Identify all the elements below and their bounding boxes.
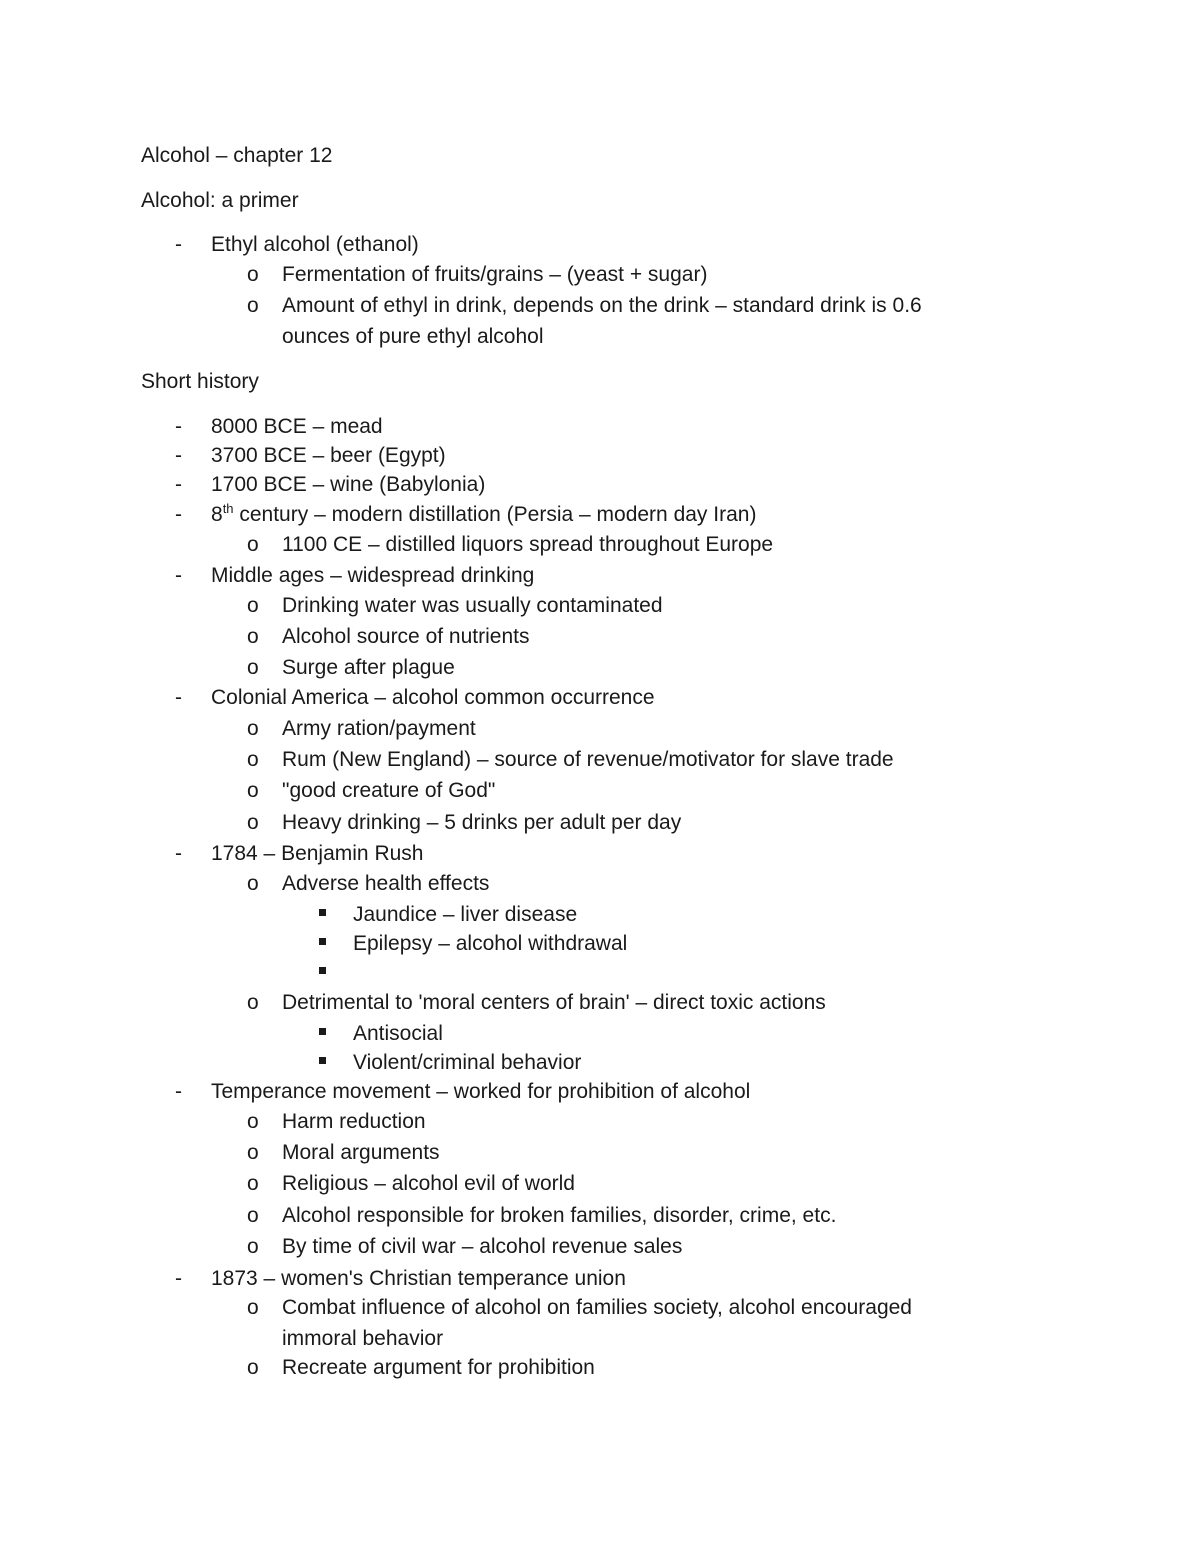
square-bullet bbox=[319, 1057, 326, 1064]
list-item: 1784 – Benjamin Rush bbox=[211, 842, 424, 865]
circle-marker: o bbox=[247, 1235, 259, 1258]
square-bullet bbox=[319, 1028, 326, 1035]
circle-marker: o bbox=[247, 872, 259, 895]
list-item: Epilepsy – alcohol withdrawal bbox=[353, 932, 628, 955]
list-item: Colonial America – alcohol common occurrence bbox=[211, 686, 655, 709]
square-bullet bbox=[319, 967, 326, 974]
superscript: th bbox=[222, 501, 234, 516]
list-item: Army ration/payment bbox=[282, 717, 476, 740]
list-item: Alcohol source of nutrients bbox=[282, 625, 530, 648]
list-item: 1100 CE – distilled liquors spread throughout Europe bbox=[282, 533, 774, 556]
list-item: Moral arguments bbox=[282, 1141, 440, 1164]
dash-marker: - bbox=[175, 473, 182, 496]
circle-marker: o bbox=[247, 811, 259, 834]
circle-marker: o bbox=[247, 1172, 259, 1195]
section-heading-history: Short history bbox=[141, 370, 259, 393]
list-item: Heavy drinking – 5 drinks per adult per day bbox=[282, 811, 682, 834]
circle-marker: o bbox=[247, 1141, 259, 1164]
list-item: Detrimental to 'moral centers of brain' – direct toxic actions bbox=[282, 991, 826, 1014]
list-item: Recreate argument for prohibition bbox=[282, 1356, 595, 1379]
list-item: 8th century – modern distillation (Persia – modern day Iran) bbox=[211, 501, 757, 526]
list-item: By time of civil war – alcohol revenue sales bbox=[282, 1235, 683, 1258]
dash-marker: - bbox=[175, 1267, 182, 1290]
list-item: Amount of ethyl in drink, depends on the drink – standard drink is 0.6 bbox=[282, 294, 922, 317]
circle-marker: o bbox=[247, 294, 259, 317]
list-item: 1873 – women's Christian temperance union bbox=[211, 1267, 626, 1290]
list-item: Fermentation of fruits/grains – (yeast + sugar) bbox=[282, 263, 708, 286]
circle-marker: o bbox=[247, 263, 259, 286]
circle-marker: o bbox=[247, 1204, 259, 1227]
circle-marker: o bbox=[247, 625, 259, 648]
list-item: 8000 BCE – mead bbox=[211, 415, 383, 438]
circle-marker: o bbox=[247, 533, 259, 556]
dash-marker: - bbox=[175, 415, 182, 438]
list-item: Violent/criminal behavior bbox=[353, 1051, 582, 1074]
circle-marker: o bbox=[247, 1296, 259, 1319]
list-item: Adverse health effects bbox=[282, 872, 490, 895]
dash-marker: - bbox=[175, 1080, 182, 1103]
dash-marker: - bbox=[175, 842, 182, 865]
square-bullet bbox=[319, 938, 326, 945]
list-item: Antisocial bbox=[353, 1022, 443, 1045]
list-item: Jaundice – liver disease bbox=[353, 903, 578, 926]
circle-marker: o bbox=[247, 594, 259, 617]
list-item: Ethyl alcohol (ethanol) bbox=[211, 233, 419, 256]
list-item: Alcohol responsible for broken families, disorder, crime, etc. bbox=[282, 1204, 837, 1227]
list-item: Religious – alcohol evil of world bbox=[282, 1172, 575, 1195]
circle-marker: o bbox=[247, 1110, 259, 1133]
dash-marker: - bbox=[175, 444, 182, 467]
list-item-continuation: immoral behavior bbox=[282, 1327, 444, 1350]
page-title: Alcohol – chapter 12 bbox=[141, 144, 333, 167]
list-item: 3700 BCE – beer (Egypt) bbox=[211, 444, 446, 467]
dash-marker: - bbox=[175, 503, 182, 526]
circle-marker: o bbox=[247, 779, 259, 802]
circle-marker: o bbox=[247, 1356, 259, 1379]
list-item: Rum (New England) – source of revenue/motivator for slave trade bbox=[282, 748, 894, 771]
circle-marker: o bbox=[247, 991, 259, 1014]
circle-marker: o bbox=[247, 656, 259, 679]
list-item: Drinking water was usually contaminated bbox=[282, 594, 663, 617]
circle-marker: o bbox=[247, 717, 259, 740]
list-item: Surge after plague bbox=[282, 656, 455, 679]
list-item: "good creature of God" bbox=[282, 779, 496, 802]
dash-marker: - bbox=[175, 564, 182, 587]
square-bullet bbox=[319, 909, 326, 916]
list-item: Temperance movement – worked for prohibition of alcohol bbox=[211, 1080, 751, 1103]
list-item: Combat influence of alcohol on families society, alcohol encouraged bbox=[282, 1296, 912, 1319]
dash-marker: - bbox=[175, 686, 182, 709]
list-item: Harm reduction bbox=[282, 1110, 426, 1133]
list-item: Middle ages – widespread drinking bbox=[211, 564, 535, 587]
circle-marker: o bbox=[247, 748, 259, 771]
section-heading-primer: Alcohol: a primer bbox=[141, 189, 299, 212]
dash-marker: - bbox=[175, 233, 182, 256]
list-item-continuation: ounces of pure ethyl alcohol bbox=[282, 325, 544, 348]
list-item: 1700 BCE – wine (Babylonia) bbox=[211, 473, 486, 496]
